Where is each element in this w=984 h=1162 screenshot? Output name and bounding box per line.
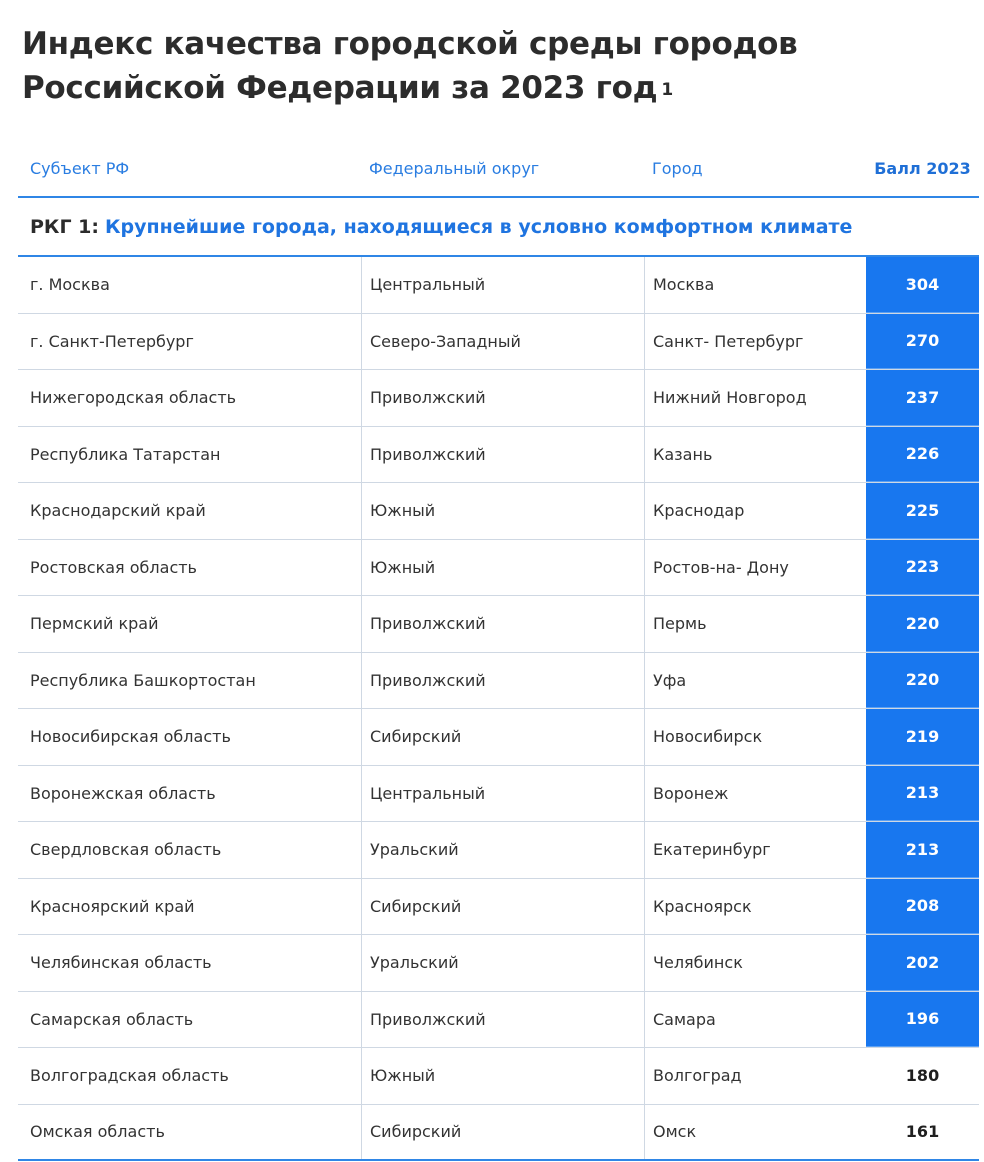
cell-subject: Республика Башкортостан [30, 670, 256, 690]
cell-city: Воронеж [644, 766, 866, 822]
cell-city: Санкт- Петербург [644, 314, 866, 370]
column-header-city: Город [652, 158, 703, 178]
table-row [18, 427, 979, 484]
table-row [18, 370, 979, 427]
cell-city: Пермь [644, 596, 866, 652]
table-header [18, 140, 979, 198]
cell-city: Екатеринбург [644, 822, 866, 878]
table-row [18, 596, 979, 653]
cell-city: Волгоград [644, 1048, 866, 1104]
cell-city: Москва [644, 257, 866, 313]
cell-score: 180 [905, 1066, 940, 1086]
cell-score: 202 [866, 935, 979, 991]
cell-score: 220 [866, 653, 979, 709]
cell-score: 270 [866, 314, 979, 370]
cell-city: Самара [644, 992, 866, 1048]
cell-district: Сибирский [361, 1105, 644, 1160]
cell-district: Приволжский [361, 992, 644, 1048]
cell-subject: Воронежская область [30, 783, 216, 803]
cell-score: 220 [866, 596, 979, 652]
cell-score: 208 [866, 879, 979, 935]
cell-city: Ростов-на- Дону [644, 540, 866, 596]
cell-subject: г. Санкт-Петербург [30, 331, 194, 351]
cell-subject: г. Москва [30, 275, 110, 295]
cell-score: 219 [866, 709, 979, 765]
cell-district: Уральский [361, 822, 644, 878]
ratings-table [18, 140, 979, 1161]
table-row [18, 992, 979, 1049]
group-prefix: РКГ 1: [30, 215, 99, 238]
group-heading [18, 198, 979, 255]
page-title [22, 22, 962, 110]
table-row [18, 314, 979, 371]
table-row [18, 709, 979, 766]
table-row [18, 483, 979, 540]
cell-subject: Волгоградская область [30, 1066, 229, 1086]
cell-score: 213 [866, 822, 979, 878]
table-row [18, 822, 979, 879]
table-row [18, 257, 979, 314]
page-title-text: Индекс качества городской среды городов Российской Федерации за 2023 год [22, 26, 798, 106]
cell-district: Приволжский [361, 370, 644, 426]
cell-city: Красноярск [644, 879, 866, 935]
table-row [18, 766, 979, 823]
table-row [18, 1048, 979, 1105]
cell-district: Центральный [361, 766, 644, 822]
cell-subject: Свердловская область [30, 840, 222, 860]
column-header-score: Балл 2023 [874, 158, 971, 178]
cell-subject: Республика Татарстан [30, 444, 221, 464]
group-title: Крупнейшие города, находящиеся в условно комфортном климате [105, 215, 853, 238]
cell-score: 226 [866, 427, 979, 483]
cell-subject: Челябинская область [30, 953, 212, 973]
cell-score: 161 [905, 1122, 940, 1142]
cell-city: Челябинск [644, 935, 866, 991]
cell-city: Омск [644, 1105, 866, 1160]
column-header-district: Федеральный округ [369, 158, 540, 178]
cell-district: Приволжский [361, 596, 644, 652]
cell-score: 225 [866, 483, 979, 539]
cell-district: Приволжский [361, 653, 644, 709]
cell-district: Южный [361, 483, 644, 539]
cell-subject: Красноярский край [30, 896, 195, 916]
cell-subject: Самарская область [30, 1009, 194, 1029]
cell-district: Южный [361, 540, 644, 596]
cell-district: Северо-Западный [361, 314, 644, 370]
cell-score: 213 [866, 766, 979, 822]
footnote-marker[interactable]: 1 [661, 80, 673, 100]
table-row [18, 879, 979, 936]
cell-city: Краснодар [644, 483, 866, 539]
cell-city: Казань [644, 427, 866, 483]
cell-district: Приволжский [361, 427, 644, 483]
cell-score: 304 [866, 257, 979, 313]
cell-district: Сибирский [361, 709, 644, 765]
cell-subject: Пермский край [30, 614, 159, 634]
cell-district: Сибирский [361, 879, 644, 935]
table-row [18, 1105, 979, 1162]
cell-score: 196 [866, 992, 979, 1048]
cell-subject: Нижегородская область [30, 388, 237, 408]
table-row [18, 540, 979, 597]
table-row [18, 935, 979, 992]
cell-subject: Омская область [30, 1122, 165, 1142]
column-header-subject: Субъект РФ [30, 158, 130, 178]
cell-city: Нижний Новгород [644, 370, 866, 426]
cell-score: 237 [866, 370, 979, 426]
cell-district: Центральный [361, 257, 644, 313]
cell-district: Южный [361, 1048, 644, 1104]
cell-score: 223 [866, 540, 979, 596]
cell-city: Новосибирск [644, 709, 866, 765]
cell-city: Уфа [644, 653, 866, 709]
cell-subject: Новосибирская область [30, 727, 231, 747]
table-row [18, 653, 979, 710]
cell-subject: Ростовская область [30, 557, 197, 577]
cell-district: Уральский [361, 935, 644, 991]
table-body [18, 255, 979, 1161]
cell-subject: Краснодарский край [30, 501, 206, 521]
